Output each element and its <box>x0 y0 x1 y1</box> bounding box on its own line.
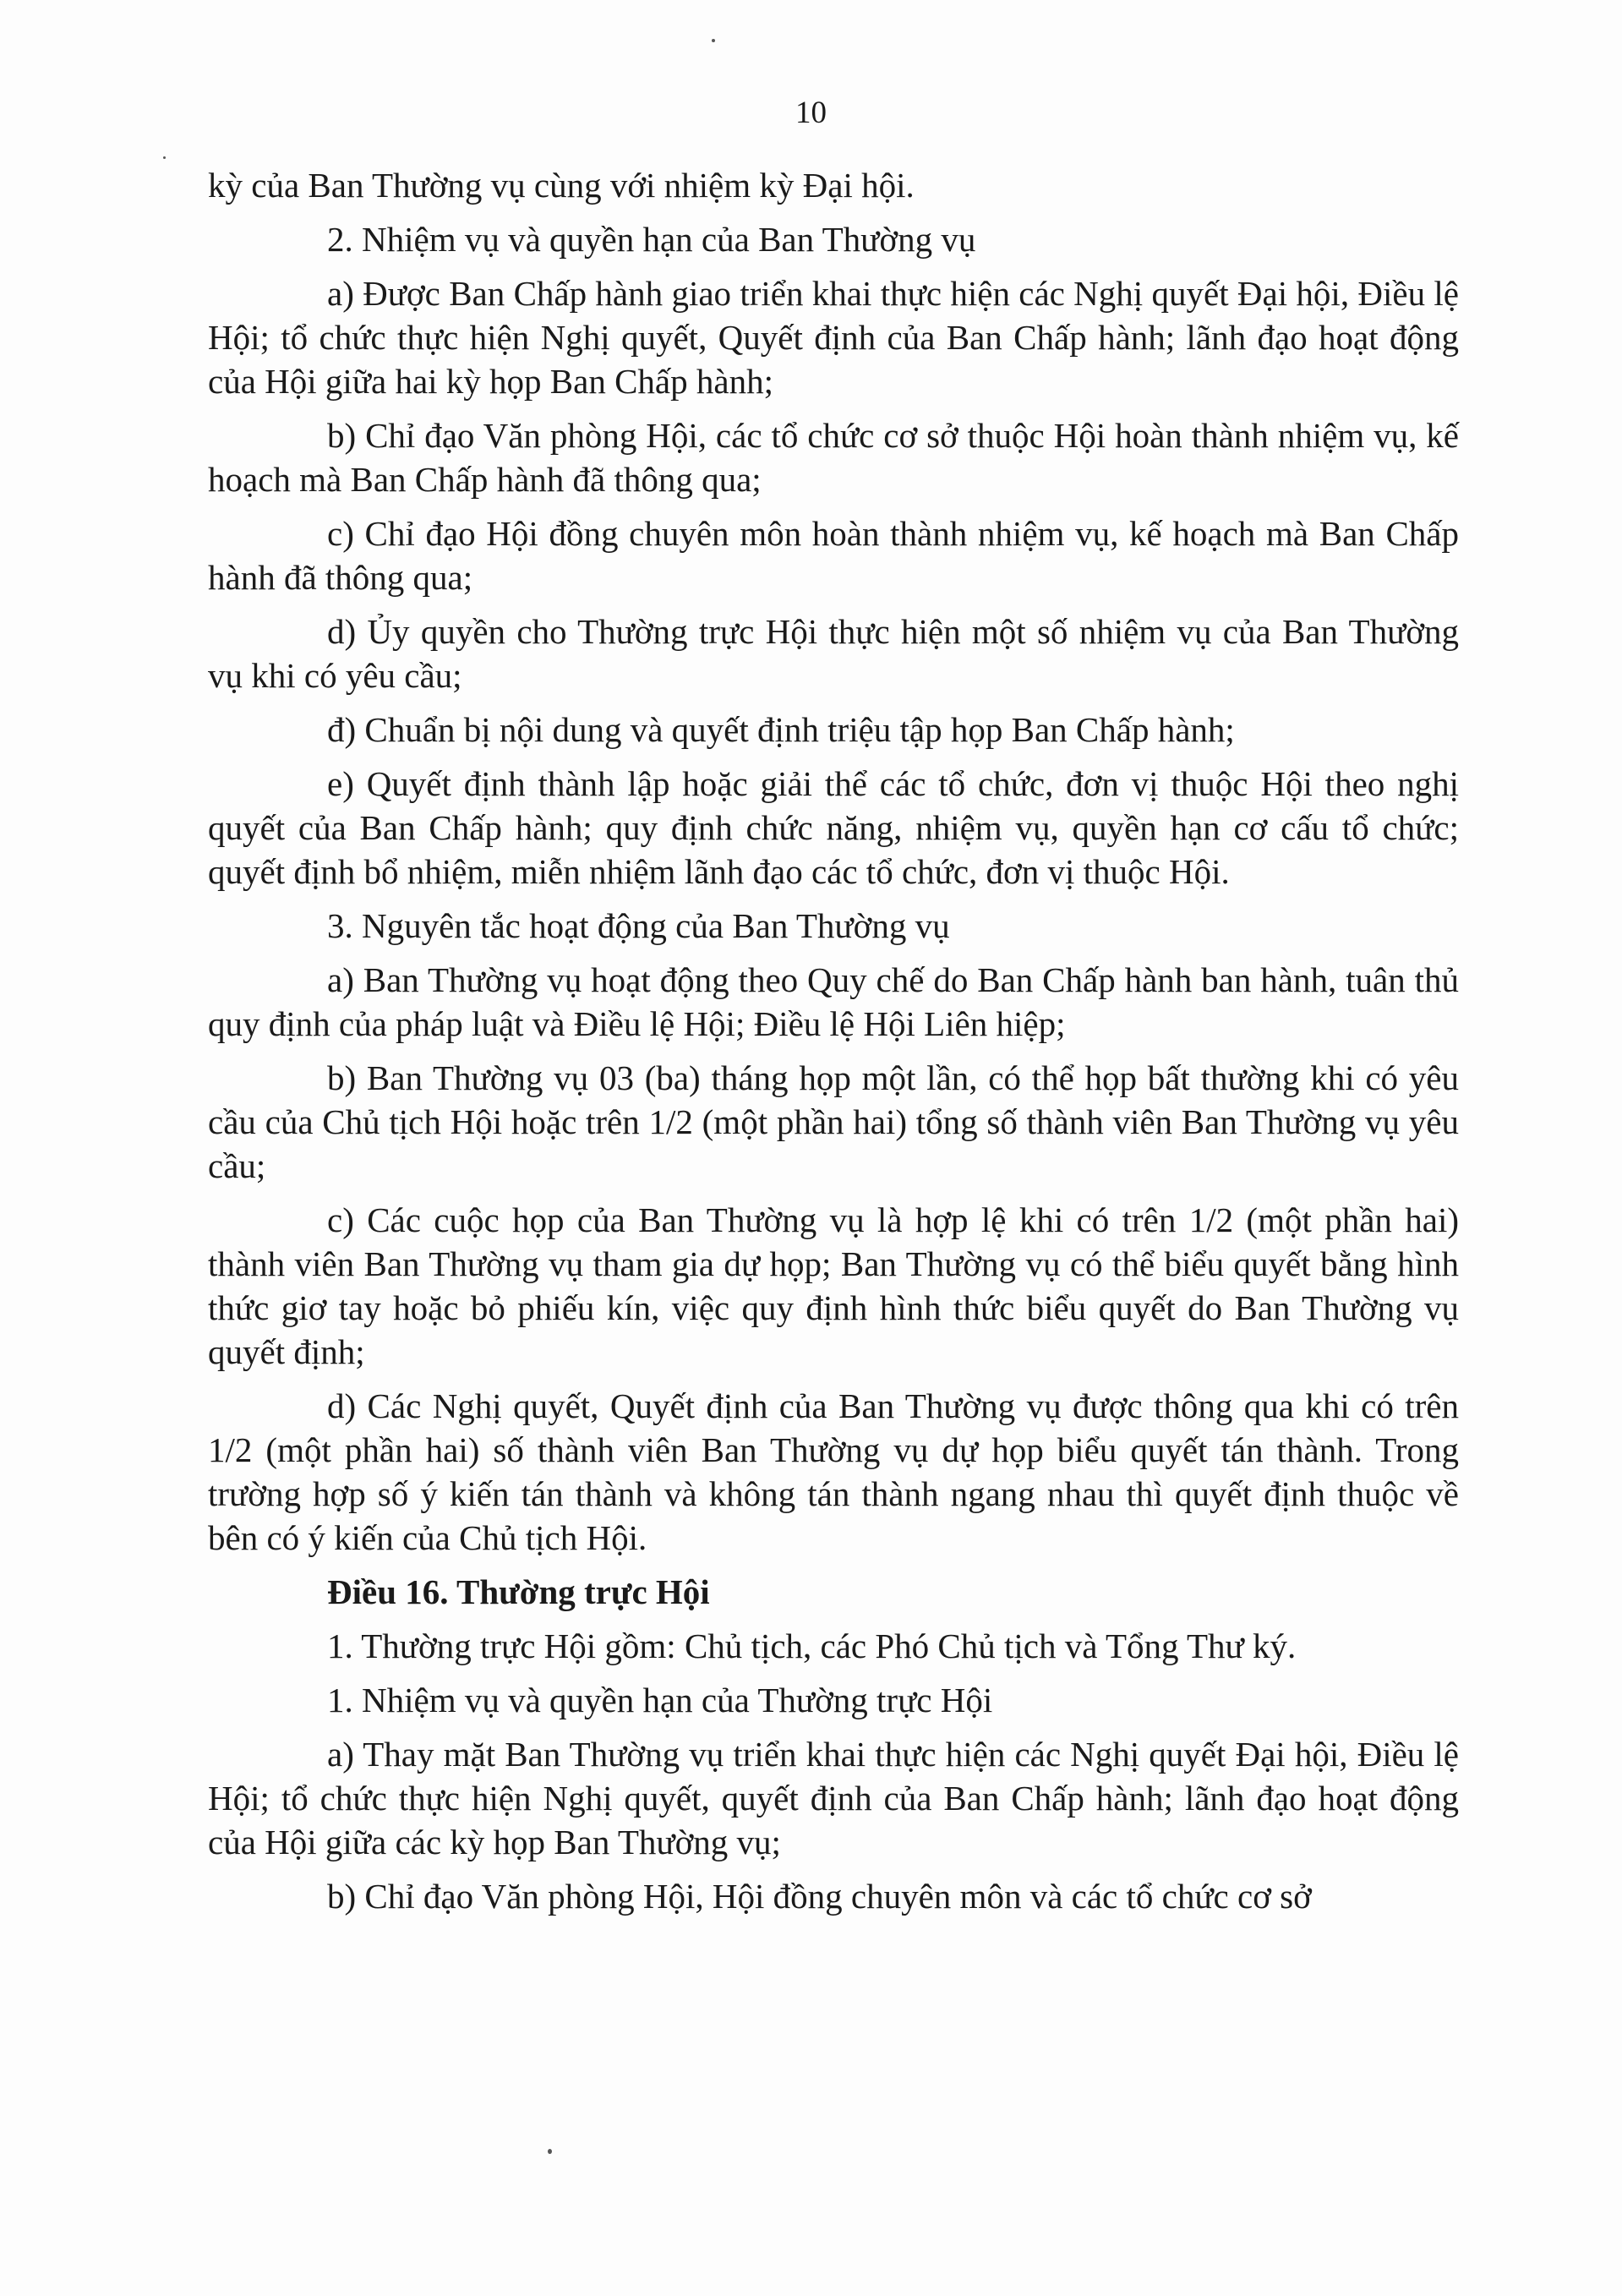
paragraph: a) Được Ban Chấp hành giao triển khai thực hiện các Nghị quyết Đại hội, Điều lệ Hội; tổ chức thực hiện Nghị quyết, Quyết định của Ban Chấp hành; lãnh đạo hoạt động của Hội giữa hai kỳ họp Ban Chấp hành; <box>208 274 1459 401</box>
paragraph: c) Chỉ đạo Hội đồng chuyên môn hoàn thành nhiệm vụ, kế hoạch mà Ban Chấp hành đã thông qua; <box>208 514 1459 597</box>
paragraph: e) Quyết định thành lập hoặc giải thể các tổ chức, đơn vị thuộc Hội theo nghị quyết của Ban Chấp hành; quy định chức năng, nhiệm vụ, quyền hạn cơ cấu tổ chức; quyết định bổ nhiệm, miễn nhiệm lãnh đạo các tổ chức, đơn vị thuộc Hội. <box>208 764 1459 891</box>
paragraph: b) Chỉ đạo Văn phòng Hội, các tổ chức cơ sở thuộc Hội hoàn thành nhiệm vụ, kế hoạch mà Ban Chấp hành đã thông qua; <box>208 416 1459 499</box>
article-heading: Điều 16. Thường trực Hội <box>327 1572 710 1611</box>
paragraph: a) Ban Thường vụ hoạt động theo Quy chế do Ban Chấp hành ban hành, tuân thủ quy định của pháp luật và Điều lệ Hội; Điều lệ Hội Liên hiệp; <box>208 960 1459 1043</box>
paragraph: d) Ủy quyền cho Thường trực Hội thực hiện một số nhiệm vụ của Ban Thường vụ khi có yêu cầu; <box>208 612 1459 695</box>
scan-speck <box>712 39 715 42</box>
paragraph: a) Thay mặt Ban Thường vụ triển khai thực hiện các Nghị quyết Đại hội, Điều lệ Hội; tổ chức thực hiện Nghị quyết, quyết định của Ban Chấp hành; lãnh đạo hoạt động của Hội giữa các kỳ họp Ban Thường vụ; <box>208 1735 1459 1861</box>
paragraph: 3. Nguyên tắc hoạt động của Ban Thường vụ <box>327 906 950 945</box>
page-number: 10 <box>795 96 827 130</box>
paragraph: 2. Nhiệm vụ và quyền hạn của Ban Thường vụ <box>327 220 976 259</box>
paragraph: c) Các cuộc họp của Ban Thường vụ là hợp lệ khi có trên 1/2 (một phần hai) thành viên Ban Thường vụ tham gia dự họp; Ban Thường vụ có thể biểu quyết bằng hình thức giơ tay hoặc bỏ phiếu kín, việc quy định hình thức biểu quyết do Ban Thường vụ quyết định; <box>208 1200 1459 1371</box>
paragraph: b) Chỉ đạo Văn phòng Hội, Hội đồng chuyên môn và các tổ chức cơ sở <box>327 1877 1312 1916</box>
paragraph: kỳ của Ban Thường vụ cùng với nhiệm kỳ Đại hội. <box>208 166 915 205</box>
document-body <box>208 163 1459 1928</box>
paragraph: 1. Nhiệm vụ và quyền hạn của Thường trực Hội <box>327 1681 993 1719</box>
paragraph: đ) Chuẩn bị nội dung và quyết định triệu tập họp Ban Chấp hành; <box>327 710 1235 749</box>
paragraph: 1. Thường trực Hội gồm: Chủ tịch, các Phó Chủ tịch và Tổng Thư ký. <box>327 1626 1297 1665</box>
scan-speck <box>163 156 166 159</box>
scan-speck <box>548 2149 552 2154</box>
paragraph: d) Các Nghị quyết, Quyết định của Ban Thường vụ được thông qua khi có trên 1/2 (một phần hai) số thành viên Ban Thường vụ dự họp biểu quyết tán thành. Trong trường hợp số ý kiến tán thành và không tán thành ngang nhau thì quyết định thuộc về bên có ý kiến của Chủ tịch Hội. <box>208 1386 1459 1557</box>
paragraph: b) Ban Thường vụ 03 (ba) tháng họp một lần, có thể họp bất thường khi có yêu cầu của Chủ tịch Hội hoặc trên 1/2 (một phần hai) tổng số thành viên Ban Thường vụ yêu cầu; <box>208 1058 1459 1185</box>
